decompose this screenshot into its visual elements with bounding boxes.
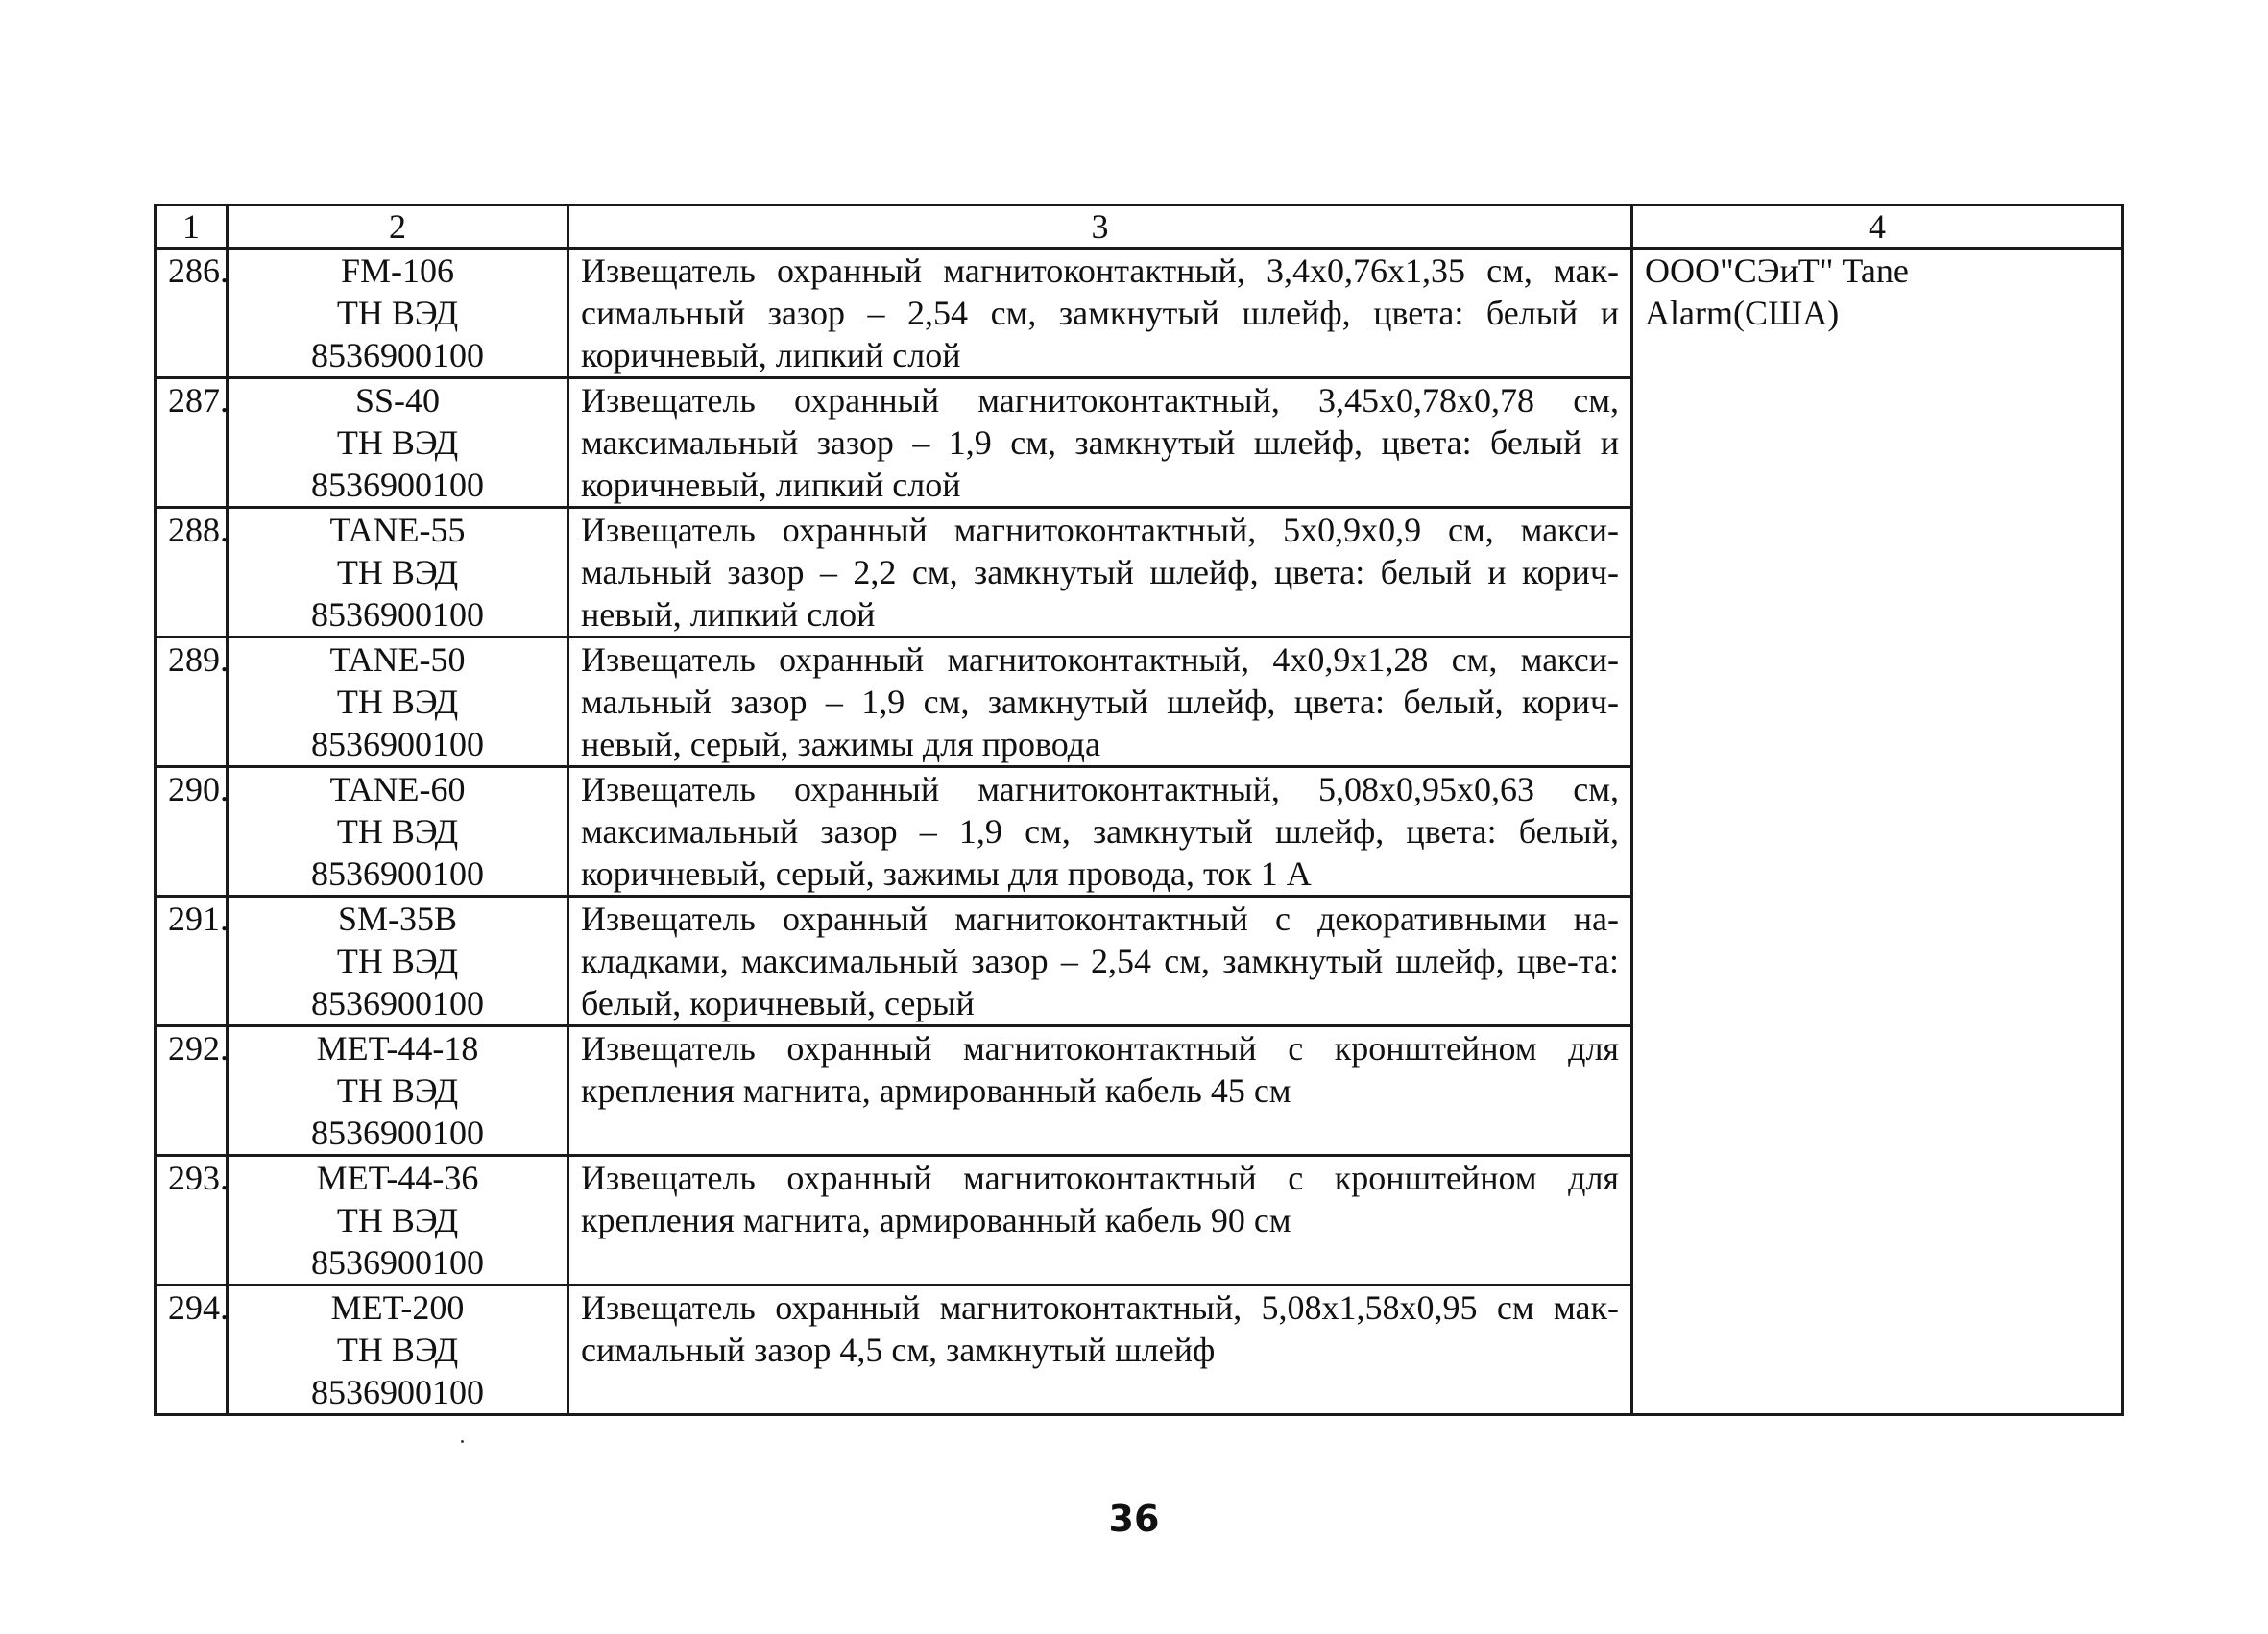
row-number: 287. — [156, 378, 228, 508]
tn-ved-code: 8536900100 — [311, 984, 484, 1022]
description-cell: Извещатель охранный магнитоконтактный, 3,45x0,78x0,78 см, максимальный зазор – 1,9 см, замкнутый шлейф, цвета: белый и коричневый, липкий слой — [568, 378, 1632, 508]
tn-ved-label: ТН ВЭД — [336, 553, 459, 591]
tn-ved-label: ТН ВЭД — [336, 294, 459, 332]
model-name: TANE-50 — [329, 640, 466, 679]
row-number: 293. — [156, 1156, 228, 1286]
model-cell — [228, 1286, 568, 1415]
description-cell: Извещатель охранный магнитоконтактный с кронштейном для крепления магнита, армированный кабель 90 см — [568, 1156, 1632, 1286]
product-table — [154, 204, 2124, 1416]
tn-ved-code: 8536900100 — [311, 466, 484, 504]
tn-ved-code: 8536900100 — [311, 1243, 484, 1282]
row-number: 292. — [156, 1026, 228, 1156]
model-cell — [228, 508, 568, 637]
description-cell: Извещатель охранный магнитоконтактный, 5,08x0,95x0,63 см, максимальный зазор – 1,9 см, замкнутый шлейф, цвета: белый, коричневый, серый, зажимы для провода, ток 1 А — [568, 767, 1632, 897]
column-header-1: 1 — [156, 205, 228, 249]
model-name: SM-35B — [337, 900, 458, 938]
description-cell: Извещатель охранный магнитоконтактный с декоративными на-кладками, максимальный зазор – 2,54 см, замкнутый шлейф, цве-та: белый, коричневый, серый — [568, 897, 1632, 1026]
tn-ved-label: ТН ВЭД — [336, 423, 459, 462]
description-cell: Извещатель охранный магнитоконтактный с кронштейном для крепления магнита, армированный кабель 45 см — [568, 1026, 1632, 1156]
model-cell — [228, 637, 568, 767]
model-cell — [228, 249, 568, 378]
tn-ved-label: ТН ВЭД — [336, 812, 459, 851]
model-name: MET-200 — [330, 1288, 465, 1327]
model-name: TANE-55 — [329, 511, 466, 549]
manufacturer-cell: ООО"СЭиТ" Tane Alarm(США) — [1632, 249, 2123, 1415]
row-number: 291. — [156, 897, 228, 1026]
tn-ved-code: 8536900100 — [311, 1114, 484, 1152]
tn-ved-code: 8536900100 — [311, 595, 484, 634]
row-number: 289. — [156, 637, 228, 767]
column-header-2: 2 — [228, 205, 568, 249]
model-name: TANE-60 — [329, 770, 466, 808]
scan-speck — [461, 1440, 464, 1443]
model-name: MET-44-18 — [316, 1029, 479, 1068]
header-row — [156, 205, 2123, 249]
tn-ved-code: 8536900100 — [311, 336, 484, 374]
description-cell: Извещатель охранный магнитоконтактный, 5x0,9x0,9 см, макси-мальный зазор – 2,2 см, замкнутый шлейф, цвета: белый и корич-невый, липкий слой — [568, 508, 1632, 637]
row-number: 288. — [156, 508, 228, 637]
tn-ved-code: 8536900100 — [311, 1373, 484, 1411]
row-number: 294. — [156, 1286, 228, 1415]
model-cell — [228, 1026, 568, 1156]
description-cell: Извещатель охранный магнитоконтактный, 5,08x1,58x0,95 см мак-симальный зазор 4,5 см, замкнутый шлейф — [568, 1286, 1632, 1415]
model-name: MET-44-36 — [316, 1159, 479, 1197]
model-name: FM-106 — [340, 252, 455, 290]
column-header-4: 4 — [1632, 205, 2123, 249]
tn-ved-code: 8536900100 — [311, 725, 484, 763]
model-name: SS-40 — [354, 381, 441, 420]
tn-ved-label: ТН ВЭД — [336, 1331, 459, 1369]
model-cell — [228, 1156, 568, 1286]
tn-ved-label: ТН ВЭД — [336, 683, 459, 721]
tn-ved-label: ТН ВЭД — [336, 1071, 459, 1110]
row-number: 286. — [156, 249, 228, 378]
model-cell — [228, 897, 568, 1026]
table-row — [156, 249, 2123, 378]
model-cell — [228, 767, 568, 897]
column-header-3: 3 — [568, 205, 1632, 249]
tn-ved-code: 8536900100 — [311, 854, 484, 893]
description-cell: Извещатель охранный магнитоконтактный, 4x0,9x1,28 см, макси-мальный зазор – 1,9 см, замкнутый шлейф, цвета: белый, корич-невый, серый, зажимы для провода — [568, 637, 1632, 767]
row-number: 290. — [156, 767, 228, 897]
description-cell: Извещатель охранный магнитоконтактный, 3,4x0,76x1,35 см, мак-симальный зазор – 2,54 см, замкнутый шлейф, цвета: белый и коричневый, липкий слой — [568, 249, 1632, 378]
tn-ved-label: ТН ВЭД — [336, 942, 459, 980]
page-number: 36 — [1108, 1498, 1160, 1540]
model-cell — [228, 378, 568, 508]
tn-ved-label: ТН ВЭД — [336, 1201, 459, 1239]
